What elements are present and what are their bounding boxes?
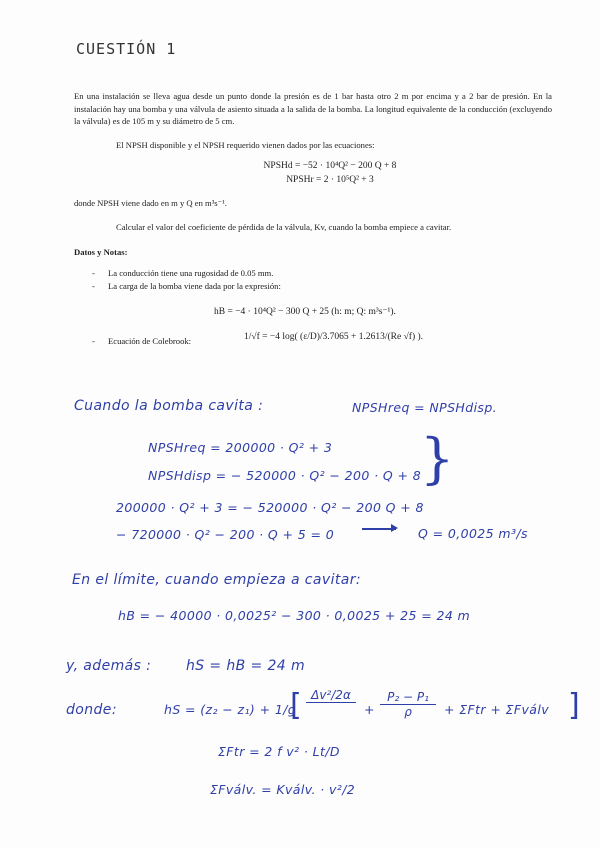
- colebrook-equation: 1/√f = −4 log( (ε/D)/3.7065 + 1.2613/(Re √f) ).: [244, 332, 424, 342]
- hand-line-flow-result: Q = 0,0025 m³/s: [418, 526, 528, 541]
- hand-line-valve: ΣFválv. = Kválv. · v²/2: [210, 782, 356, 797]
- hand-line-hs-expression: hS = (z₂ − z₁) + 1/g: [164, 702, 297, 717]
- note-pump-head: - La carga de la bomba viene dada por la expresión:: [92, 280, 552, 293]
- hand-line-pump-head: hB = − 40000 · 0,0025² − 300 · 0,0025 + 25 = 24 m: [118, 608, 471, 623]
- bracket-open: [: [290, 688, 302, 723]
- npsh-intro: El NPSH disponible y el NPSH requerido vienen dados por las ecuaciones:: [116, 140, 375, 150]
- notes-list: [92, 267, 552, 292]
- pressure-term: $\frac{\text{P₂ − P₁}}{\rho}$: [380, 690, 436, 719]
- plus-sign: +: [364, 702, 375, 717]
- hand-line-limit: En el límite, cuando empieza a cavitar:: [72, 572, 361, 588]
- question-heading: CUESTIÓN 1: [76, 40, 177, 58]
- hand-line-friction: ΣFtr = 2 f v² · Lt/D: [218, 744, 340, 759]
- hand-line-hs-equals: hS = hB = 24 m: [186, 658, 306, 674]
- hand-line-quadratic: − 720000 · Q² − 200 · Q + 5 = 0: [116, 527, 335, 542]
- hand-line-npsh-disp: NPSHdisp = − 520000 · Q² − 200 · Q + 8: [148, 468, 422, 483]
- note-roughness: - La conducción tiene una rugosidad de 0.05 mm.: [92, 267, 552, 280]
- hand-line-condition: NPSHreq = NPSHdisp.: [352, 400, 498, 415]
- arrow-icon: [362, 528, 396, 530]
- colebrook-label: - Ecuación de Colebrook:: [92, 336, 191, 346]
- brace-symbol: }: [420, 427, 455, 490]
- units-note: donde NPSH viene dado en m y Q en m³s⁻¹.: [74, 198, 227, 208]
- hand-line-npsh-req: NPSHreq = 200000 · Q² + 3: [148, 440, 333, 455]
- npsh-req-equation: NPSHr = 2 · 10⁵Q² + 3: [286, 175, 374, 185]
- friction-terms: + ΣFtr + ΣFválv: [444, 702, 550, 717]
- notes-title: Datos y Notas:: [74, 247, 128, 257]
- hand-line-also: y, además :: [66, 658, 152, 674]
- task-statement: Calcular el valor del coeficiente de pérdida de la válvula, Kv, cuando la bomba empiece a cavitar.: [116, 222, 452, 232]
- hand-line-where: donde:: [66, 702, 117, 718]
- kinetic-term: Δv²/2α: [306, 688, 356, 703]
- hand-line-equality: 200000 · Q² + 3 = − 520000 · Q² − 200 Q + 8: [116, 500, 424, 515]
- pump-head-equation: hB = −4 · 10⁴Q² − 300 Q + 25 (h: m; Q: m³s⁻¹).: [214, 307, 396, 317]
- hand-line-cavitation: Cuando la bomba cavita :: [74, 398, 264, 414]
- bracket-close: ]: [568, 688, 580, 723]
- npsh-disp-equation: NPSHd = −52 · 10⁴Q² − 200 Q + 8: [263, 161, 397, 171]
- npsh-equations: [180, 159, 480, 187]
- problem-statement: En una instalación se lleva agua desde un punto donde la presión es de 1 bar hasta otro 2 m por encima y a 2 bar de presión. En la instalación hay una bomba y una válvula de asiento situada a la salida de la bomba. La longitud equivalente de la conducción (excluyendo la válvula) es de 105 m y su diámetro de 5 cm.: [74, 91, 552, 127]
